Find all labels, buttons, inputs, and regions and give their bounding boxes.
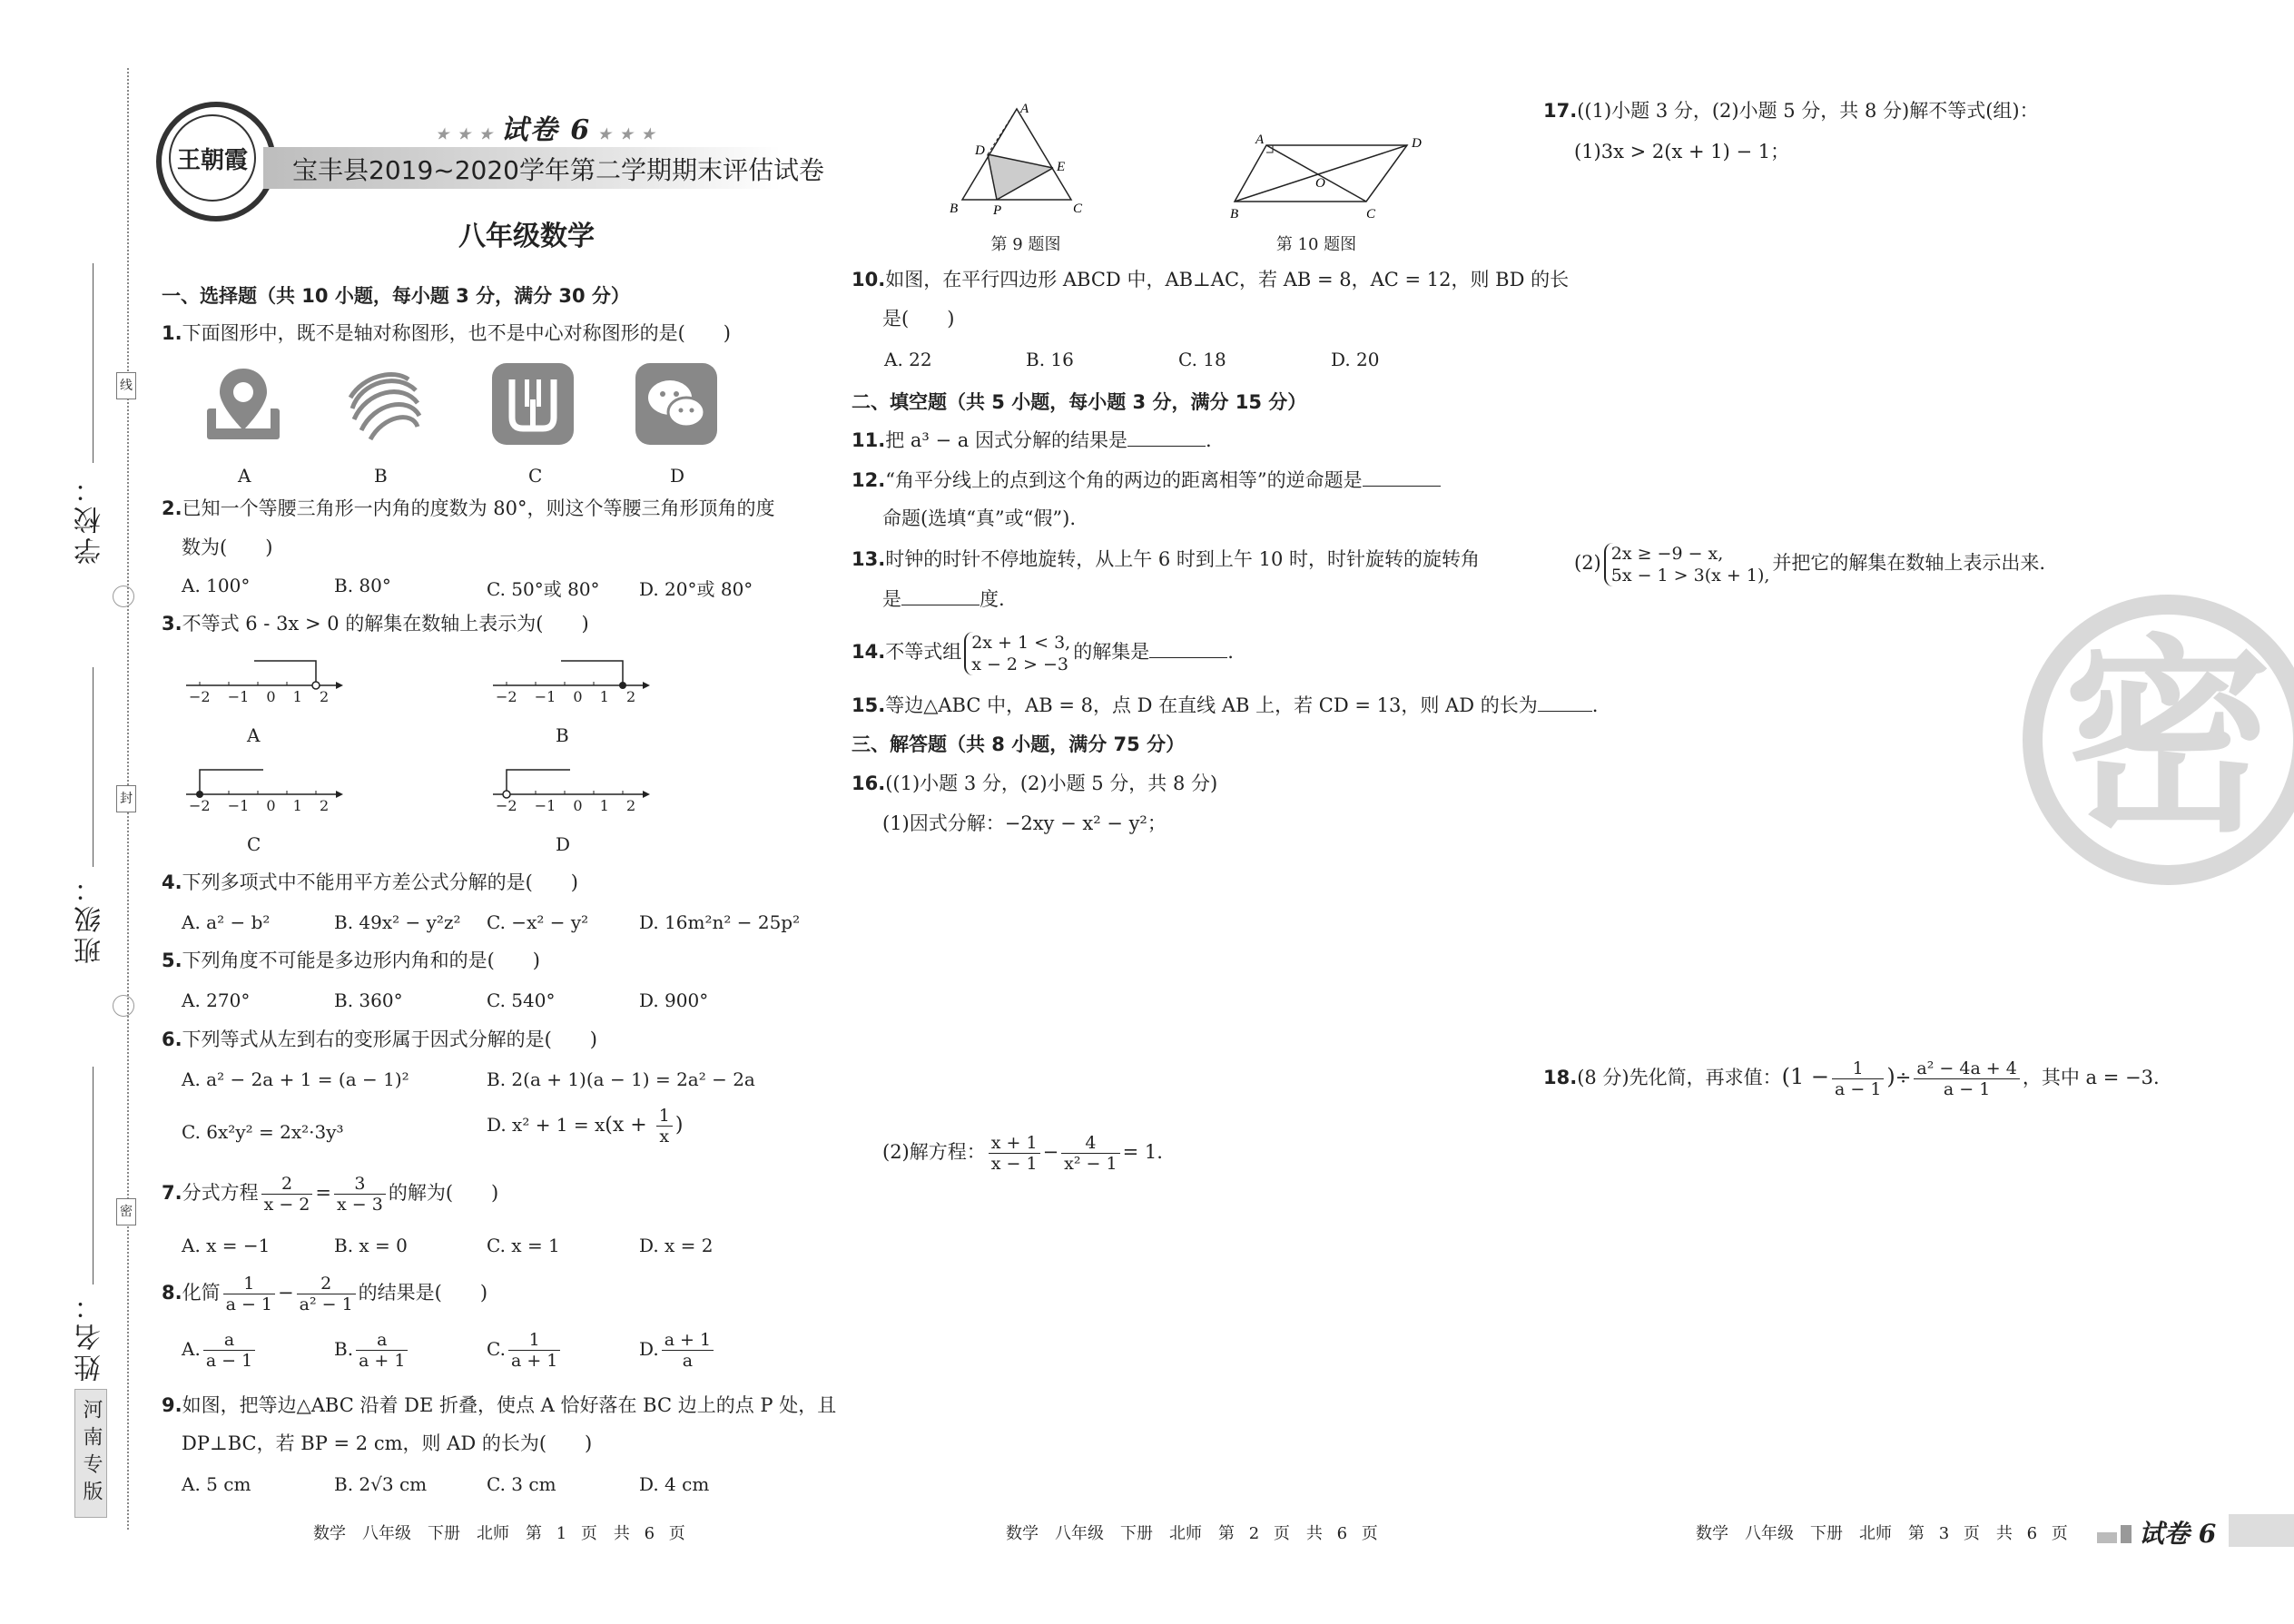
number-line-d: −2 −1 0 1 2: [488, 763, 652, 821]
question-text: 如图，把等边△ABC 沿着 DE 折叠，使点 A 恰好落在 BC 边上的点 P 处，且: [182, 1394, 837, 1416]
question-number: 3.: [162, 613, 182, 635]
question-text: 已知一个等腰三角形一内角的度数为 80°，则这个等腰三角形顶角的度: [182, 497, 775, 519]
figure-10: [1221, 127, 1439, 231]
number-line-c: −2 −1 0 1 2: [182, 763, 345, 821]
china-mobile-logo-icon: [343, 363, 427, 447]
question-number: 5.: [162, 950, 182, 971]
seal-mark-xian: 线: [116, 372, 136, 399]
fig9-label-a: A: [1020, 102, 1029, 116]
question-text: 下列多项式中不能用平方差公式分解的是( ): [182, 871, 578, 893]
question-17-part-1: (1)3x > 2(x + 1) − 1；: [1574, 141, 1790, 162]
q6-option-d: D. x² + 1 = x(x + $\frac{1}{x}$ ): [487, 1106, 684, 1147]
question-18: 18.(8 分)先化简，再求值：(1 − $\frac{1}{a - 1}$ )÷ $\frac{\text{a² − 4a + 4}}{a - 1}$ ，其中 a = −3.: [1543, 1058, 2160, 1099]
fig9-label-p: P: [993, 203, 1002, 218]
question-number: 16.: [852, 773, 886, 794]
question-number: 17.: [1543, 100, 1578, 122]
q6-option-b: B. 2(a + 1)(a − 1) = 2a² − 2a: [487, 1068, 755, 1090]
question-number: 1.: [162, 322, 182, 344]
q1-label-c: C: [528, 465, 543, 487]
question-12: 12.“角平分线上的点到这个角的两边的距离相等”的逆命题是: [852, 467, 1441, 494]
school-fill-line: [93, 263, 94, 463]
q8-option-d: D. $\frac{a + 1}{a}$: [639, 1330, 716, 1371]
fig9-label-d: D: [975, 143, 985, 158]
fork-knife-icon: [492, 363, 574, 445]
question-17-part-2: (2) 2x ≥ −9 − x, 5x − 1 > 3(x + 1), 并把它的解集在数轴上表示出来.: [1574, 543, 2046, 586]
series-label: ★ ★ ★ 试卷 6 ★ ★ ★: [436, 114, 656, 146]
question-14: 14.不等式组 2x + 1 < 3, x − 2 > −3 的解集是 .: [852, 632, 1234, 674]
star-decor-icon: ★ ★ ★: [436, 125, 501, 143]
section-3-heading: 三、解答题（共 8 小题，满分 75 分）: [852, 733, 1186, 755]
question-9: [162, 1392, 836, 1419]
q6-option-c: C. 6x²y² = 2x²·3y³: [182, 1121, 344, 1143]
q5-option-d: D. 900°: [639, 989, 709, 1011]
answer-blank[interactable]: [1149, 639, 1227, 658]
fig9-label-c: C: [1073, 202, 1083, 216]
q10-option-b: B. 16: [1026, 349, 1074, 370]
q2-option-c: C. 50°或 80°: [487, 578, 600, 600]
wechat-icon: [635, 363, 717, 445]
q4-option-b: B. 49x² − y²z²: [334, 911, 461, 933]
question-number: 6.: [162, 1029, 182, 1050]
question-number: 8.: [162, 1282, 182, 1304]
question-text: 如图，在平行四边形 ABCD 中，AB⊥AC，若 AB = 8，AC = 12，则 BD 的长: [885, 269, 1570, 290]
circle-ornament-icon: [113, 586, 134, 607]
question-16-part-2: (2)解方程： $\frac{x + 1}{x - 1}$ − $\frac{4}{\text{x² − 1}}$ = 1.: [882, 1133, 1163, 1174]
question-9-cont: DP⊥BC，若 BP = 2 cm，则 AD 的长为( ): [182, 1432, 593, 1454]
q4-option-d: D. 16m²n² − 25p²: [639, 911, 801, 933]
answer-blank[interactable]: [1538, 693, 1592, 712]
fig10-label-c: C: [1366, 207, 1376, 221]
question-text: 下面图形中，既不是轴对称图形，也不是中心对称图形的是( ): [182, 322, 731, 344]
q3-label-d: D: [556, 833, 571, 855]
q2-option-a: A. 100°: [182, 575, 251, 596]
question-6: [162, 1026, 597, 1053]
figure-10-caption: 第 10 题图: [1275, 235, 1357, 254]
section-1-heading: 一、选择题（共 10 小题，每小题 3 分，满分 30 分）: [162, 285, 630, 307]
name-label: 姓名：: [74, 1289, 106, 1382]
question-2-cont: 数为( ): [182, 536, 273, 558]
figure-9: [944, 100, 1089, 226]
region-tag: 河南专版: [74, 1389, 107, 1518]
school-label: 学校：: [74, 472, 106, 565]
question-16-part-1: (1)因式分解：−2xy − x² − y²；: [882, 812, 1167, 834]
question-number: 2.: [162, 497, 182, 519]
q8-option-c: C. $\frac{1}{a + 1}$: [487, 1330, 563, 1371]
exam-title: 宝丰县2019~2020学年第二学期期末评估试卷: [292, 155, 824, 185]
footer-decor-block: [2121, 1525, 2132, 1543]
answer-blank[interactable]: [1363, 468, 1441, 487]
question-15: 15.等边△ABC 中，AB = 8，点 D 在直线 AB 上，若 CD = 13，则 AD 的长为 .: [852, 694, 1599, 716]
question-text: 下列角度不可能是多边形内角和的是( ): [182, 950, 540, 971]
question-number: 11.: [852, 429, 886, 451]
question-10: [852, 266, 1569, 293]
footer-page-1: 数学 八年级 下册 北师 第 1 页 共 6 页: [313, 1524, 685, 1543]
fig9-label-e: E: [1057, 160, 1066, 174]
q10-option-d: D. 20: [1331, 349, 1380, 370]
question-text: 不等式 6 - 3x > 0 的解集在数轴上表示为( ): [182, 613, 589, 635]
q5-option-a: A. 270°: [182, 989, 251, 1011]
q7-option-a: A. x = −1: [182, 1235, 271, 1256]
q8-option-a: A. $\frac{a}{a - 1}$: [182, 1330, 258, 1371]
q5-option-c: C. 540°: [487, 989, 556, 1011]
class-fill-line: [93, 667, 94, 867]
q7-option-d: D. x = 2: [639, 1235, 714, 1256]
q10-option-c: C. 18: [1178, 349, 1226, 370]
q4-option-c: C. −x² − y²: [487, 911, 589, 933]
seal-mark-mi: 密: [116, 1198, 136, 1225]
question-number: 15.: [852, 694, 886, 716]
q8-option-b: B. $\frac{a}{a + 1}$: [334, 1330, 410, 1371]
q7-option-b: B. x = 0: [334, 1235, 408, 1256]
publisher-logo: [156, 102, 276, 221]
answer-blank[interactable]: [1127, 428, 1206, 447]
number-line-b: −2 −1 0 1 2: [488, 654, 652, 712]
watermark-char: 密: [2063, 618, 2272, 861]
q6-option-a: A. a² − 2a + 1 = (a − 1)²: [182, 1068, 409, 1090]
name-fill-line: [93, 1067, 94, 1284]
question-number: 4.: [162, 871, 182, 893]
question-4: [162, 869, 578, 896]
question-3: [162, 610, 589, 637]
q3-label-c: C: [247, 833, 261, 855]
question-number: 10.: [852, 269, 886, 290]
fig10-label-b: B: [1230, 207, 1239, 221]
question-12-cont: 命题(选填“真”或“假”).: [882, 507, 1077, 529]
q2-option-b: B. 80°: [334, 575, 391, 596]
question-number: 13.: [852, 548, 886, 570]
q2-option-d: D. 20°或 80°: [639, 578, 753, 600]
question-16: 16.((1)小题 3 分，(2)小题 5 分，共 8 分): [852, 773, 1218, 794]
question-1: [162, 320, 731, 347]
q3-label-a: A: [247, 724, 261, 746]
footer-badge-bar: [2229, 1514, 2294, 1547]
question-number: 14.: [852, 641, 886, 663]
logo-text: 王朝霞: [169, 114, 256, 202]
figure-9-caption: 第 9 题图: [990, 235, 1061, 254]
q1-label-a: A: [238, 465, 251, 487]
question-11: 11.把 a³ − a 因式分解的结果是 .: [852, 429, 1212, 451]
subject-title: 八年级数学: [458, 221, 595, 252]
question-8: 8.化简 $\frac{1}{a - 1}$ − $\frac{2}{\text{a² − 1}}$ 的结果是( ): [162, 1274, 488, 1314]
q3-label-b: B: [556, 724, 569, 746]
footer-page-3: 数学 八年级 下册 北师 第 3 页 共 6 页: [1696, 1524, 2068, 1543]
q1-label-d: D: [670, 465, 685, 487]
footer-badge: 试卷 6: [2139, 1519, 2217, 1549]
location-pin-icon: [202, 363, 285, 447]
question-number: 12.: [852, 469, 886, 491]
question-number: 7.: [162, 1182, 182, 1204]
number-line-a: −2 −1 0 1 2: [182, 654, 345, 712]
q1-label-b: B: [374, 465, 388, 487]
fig9-label-b: B: [950, 202, 959, 216]
question-13: 13.时钟的时针不停地旋转，从上午 6 时到上午 10 时，时针旋转的旋转角: [852, 548, 1480, 570]
footer-decor-block: [2097, 1532, 2117, 1543]
section-2-heading: 二、填空题（共 5 小题，每小题 3 分，满分 15 分）: [852, 391, 1307, 413]
q7-option-c: C. x = 1: [487, 1235, 560, 1256]
question-7: 7.分式方程 $\frac{2}{x - 2}$ = $\frac{3}{x - 3}$ 的解为( ): [162, 1174, 499, 1215]
seal-mark-feng: 封: [116, 785, 136, 812]
q9-option-a: A. 5 cm: [182, 1473, 251, 1495]
question-text: 下列等式从左到右的变形属于因式分解的是( ): [182, 1029, 597, 1050]
watermark-seal: [2023, 595, 2294, 885]
q9-option-b: B. 2√3 cm: [334, 1473, 428, 1495]
q10-option-a: A. 22: [884, 349, 932, 370]
question-13-cont: 是 度.: [882, 588, 1005, 610]
question-17: 17.((1)小题 3 分，(2)小题 5 分，共 8 分)解不等式(组)：: [1543, 100, 2039, 122]
fig10-label-o: O: [1315, 176, 1325, 191]
question-number: 18.: [1543, 1067, 1578, 1088]
fig10-label-a: A: [1255, 133, 1265, 147]
q4-option-a: A. a² − b²: [182, 911, 271, 933]
star-decor-icon: ★ ★ ★: [591, 125, 656, 143]
answer-blank[interactable]: [901, 586, 980, 605]
fig10-label-d: D: [1412, 136, 1422, 151]
question-2: [162, 495, 775, 522]
question-number: 9.: [162, 1394, 182, 1416]
question-10-cont: 是( ): [882, 308, 955, 330]
q9-option-d: D. 4 cm: [639, 1473, 710, 1495]
q9-option-c: C. 3 cm: [487, 1473, 556, 1495]
question-5: [162, 947, 540, 974]
q5-option-b: B. 360°: [334, 989, 403, 1011]
circle-ornament-icon: [113, 995, 134, 1017]
footer-page-2: 数学 八年级 下册 北师 第 2 页 共 6 页: [1006, 1524, 1378, 1543]
class-label: 班级：: [74, 871, 106, 964]
